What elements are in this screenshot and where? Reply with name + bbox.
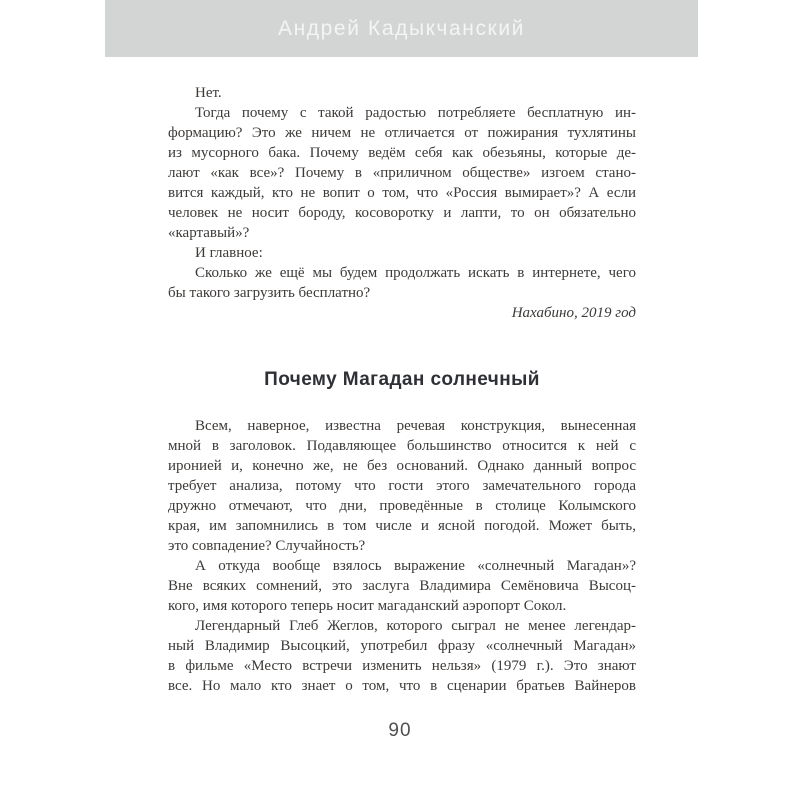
text-line: бы такого загрузить бесплатно? <box>168 285 371 301</box>
chapter-title: Почему Магадан солнечный <box>264 369 540 390</box>
text-line: Нет. <box>195 85 222 101</box>
text-line: это совпадение? Случайность? <box>168 538 366 554</box>
chapter-body-text <box>168 416 636 696</box>
text-line: человек не носит бороду, косоворотку и лапти, то он обязательно <box>168 205 636 221</box>
text-line: все. Но мало кто знает о том, что в сценарии братьев Вайнеров <box>168 678 636 694</box>
text-line: из мусорного бака. Почему ведём себя как обезьяны, которые де- <box>168 145 636 161</box>
text-line: края, им запомнились в том числе и ясной погодой. Может быть, <box>168 518 636 534</box>
chapter-ending-text <box>168 83 636 323</box>
text-line: Вне всяких сомнений, это заслуга Владимира Семёновича Высоц- <box>168 578 636 594</box>
text-line: А откуда вообще взялось выражение «солнечный Магадан»? <box>195 558 636 574</box>
text-line: Тогда почему с такой радостью потребляете бесплатную ин- <box>195 105 636 121</box>
running-header <box>105 0 698 57</box>
author-name: Андрей Кадыкчанский <box>278 16 525 40</box>
text-line: требует анализа, потому что гости этого замечательного города <box>168 478 636 494</box>
text-line: Всем, наверное, известна речевая конструкция, вынесенная <box>195 418 636 434</box>
text-line: иронией и, конечно же, не без оснований. Однако данный вопрос <box>168 458 636 474</box>
text-line: «картавый»? <box>168 225 250 241</box>
text-line: ный Владимир Высоцкий, употребил фразу «солнечный Магадан» <box>168 638 636 654</box>
text-line: Легендарный Глеб Жеглов, которого сыграл не менее легендар- <box>195 618 636 634</box>
text-line: Сколько же ещё мы будем продолжать искать в интернете, чего <box>195 265 636 281</box>
text-line: И главное: <box>195 245 263 261</box>
text-line: кого, имя которого теперь носит магаданский аэропорт Сокол. <box>168 598 567 614</box>
text-line: дружно отмечают, что дни, проведённые в столице Колымского <box>168 498 636 514</box>
text-line: мной в заголовок. Подавляющее большинство относится к ней с <box>168 438 636 454</box>
text-line: в фильме «Место встречи изменить нельзя» (1979 г.). Это знают <box>168 658 636 674</box>
text-line: формацию? Это же ничем не отличается от пожирания тухлятины <box>168 125 636 141</box>
text-line: Нахабино, 2019 год <box>511 305 636 321</box>
page-number: 90 <box>388 720 412 741</box>
text-line: вится каждый, кто не вопит о том, что «Россия вымирает»? А если <box>168 185 636 201</box>
text-line: лают «как все»? Почему в «приличном обществе» изгоем стано- <box>168 165 636 181</box>
